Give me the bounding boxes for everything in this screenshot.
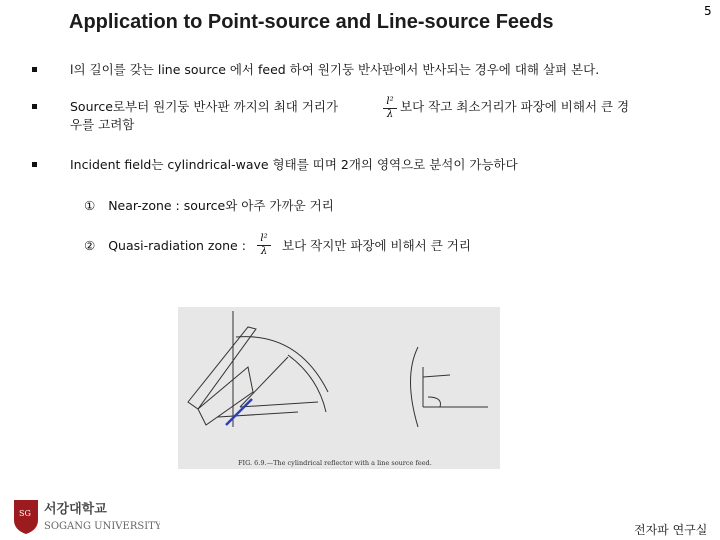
- bullet-2-line-2: [70, 116, 470, 134]
- cylindrical-reflector-figure: [178, 307, 500, 469]
- fraction-numerator: l²: [260, 233, 268, 244]
- lab-name: 전자파 연구실: [634, 523, 708, 537]
- x-axis-line: [218, 412, 298, 417]
- figure-caption: FIG. 6.9.—The cylindrical reflector with a line source feed.: [238, 459, 432, 467]
- bullet-1: [70, 61, 710, 79]
- page-title: Application to Point-source and Line-source Feeds: [69, 11, 554, 33]
- fraction-numerator: l²: [386, 96, 394, 107]
- university-seal-icon: [10, 496, 160, 536]
- ray-line-1: [240, 402, 318, 407]
- l-squared-over-lambda-fraction-2: [256, 233, 272, 258]
- sub-item-2-after: 보다 작지만 파장에 비해서 큰 거리: [282, 238, 471, 253]
- bullet-2-text-b: 보다 작고 최소거리가 파장에 비해서 큰 경: [400, 99, 630, 114]
- bullet-3-text: Incident field는 cylindrical-wave 형태를 띠며 2개의 영역으로 분석이 가능하다: [70, 157, 518, 172]
- bullet-3: [70, 156, 710, 174]
- right-ray: [423, 375, 450, 377]
- logo-korean: 서강대학교: [44, 502, 107, 517]
- right-angle-arc: [428, 397, 441, 407]
- bullet-2-text-c: 우를 고려함: [70, 117, 135, 132]
- fraction-denominator: λ: [386, 109, 394, 120]
- line-source-feed: [226, 399, 252, 425]
- sub-item-2-marker: ②: [84, 238, 96, 253]
- sogang-university-logo: [10, 496, 160, 536]
- sub-item-1-marker: ①: [84, 198, 96, 213]
- right-reflector-arc: [411, 347, 419, 427]
- sub-item-2: [84, 237, 284, 255]
- ray-line-2: [240, 357, 288, 407]
- sub-item-2-continued: [282, 237, 582, 255]
- reflector-diagram: [178, 307, 500, 469]
- page-number: 5: [704, 4, 712, 18]
- bullet-2-text-a: Source로부터 원기둥 반사판 까지의 최대 거리가: [70, 99, 339, 114]
- logo-english: SOGANG UNIVERSITY: [44, 521, 160, 532]
- bullet-marker: [32, 162, 37, 167]
- sub-item-1: [84, 197, 484, 215]
- bullet-marker: [32, 104, 37, 109]
- bullet-1-text: l의 길이를 갖는 line source 에서 feed 하여 원기둥 반사판에서 반사되는 경우에 대해 살펴 본다.: [70, 62, 600, 77]
- bullet-marker: [32, 67, 37, 72]
- sub-item-1-text: Near-zone : source와 아주 가까운 거리: [108, 198, 334, 213]
- svg-text:SG: SG: [19, 509, 31, 518]
- fraction-denominator: λ: [260, 246, 268, 257]
- bullet-2-continued: [400, 98, 700, 116]
- sub-item-2-text: Quasi-radiation zone :: [108, 238, 246, 253]
